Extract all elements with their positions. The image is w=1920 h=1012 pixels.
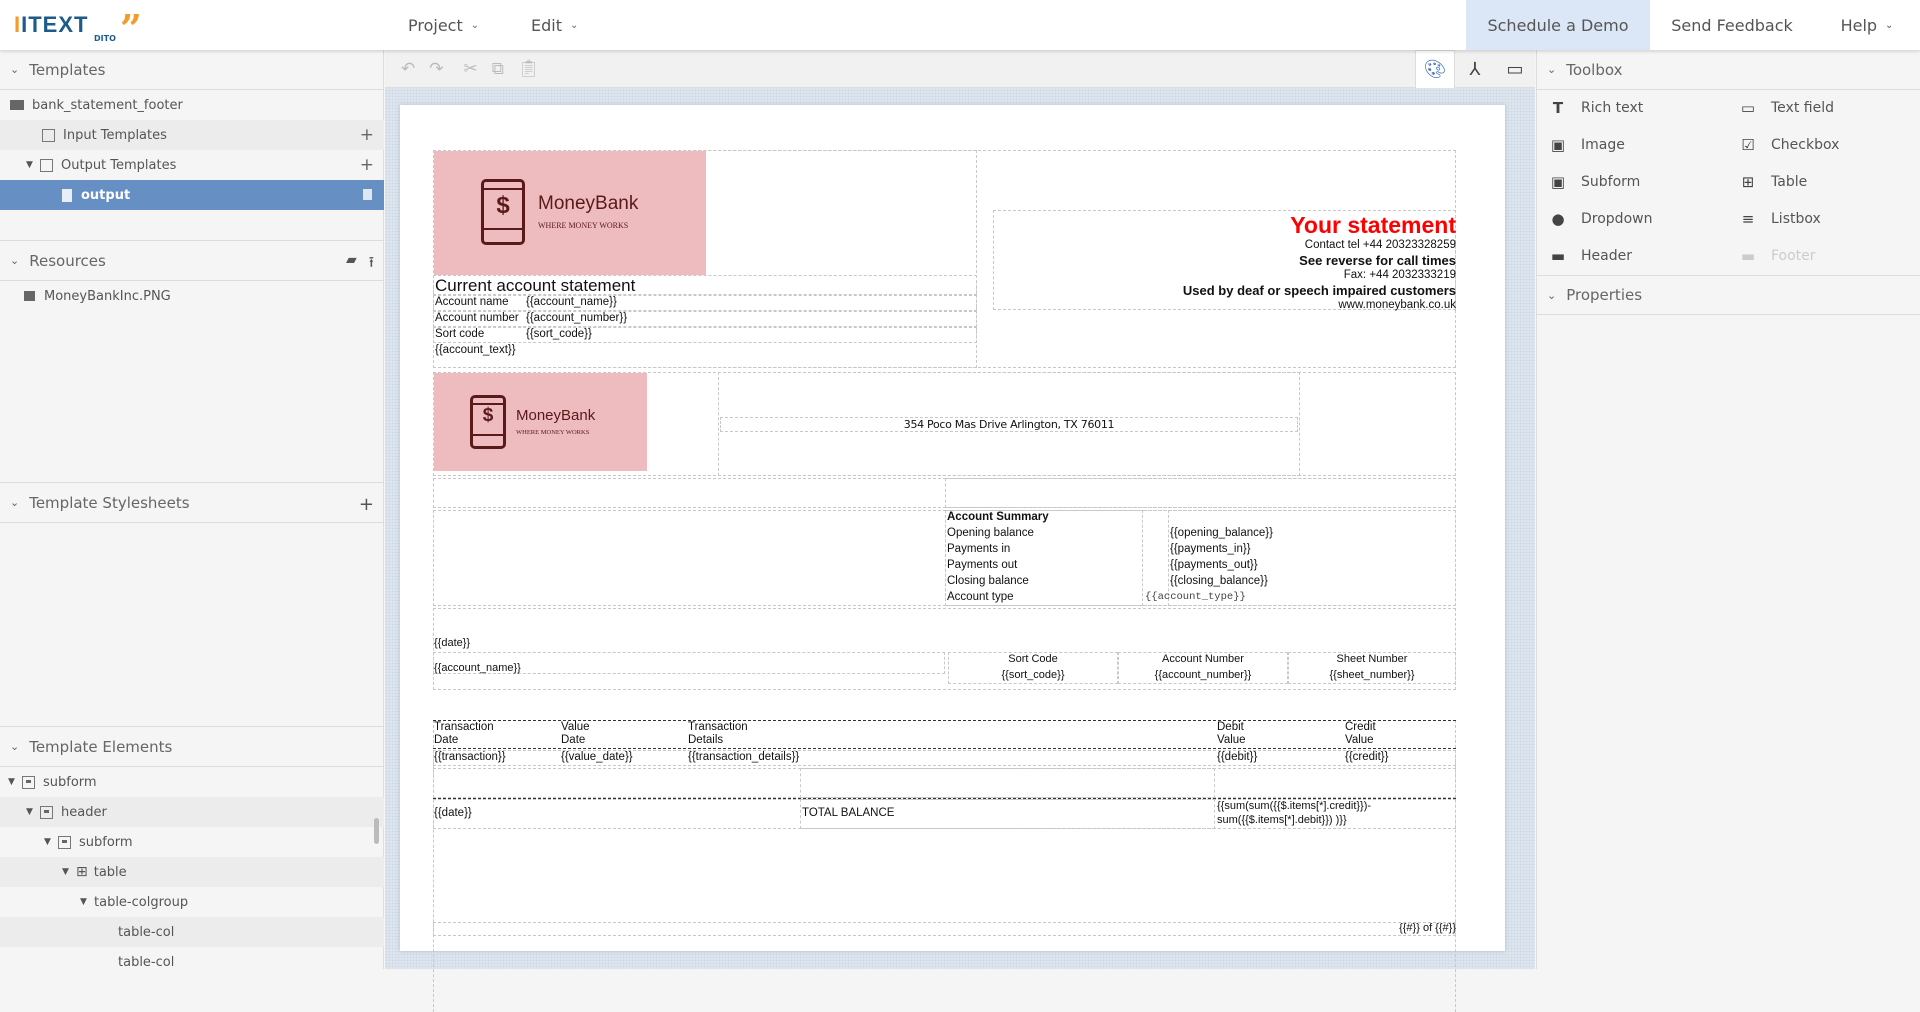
item-label: output [81, 187, 131, 203]
template-elements-section [0, 726, 384, 977]
bank-address[interactable]: 354 Poco Mas Drive Arlington, TX 76011 [903, 418, 1115, 431]
toolbox-text-field[interactable] [1737, 99, 1834, 117]
tree-node-table-col[interactable] [0, 917, 384, 947]
table-icon: ⊞ [76, 864, 88, 880]
logo-sub: DITO [94, 34, 116, 43]
header-line: Value [561, 721, 590, 733]
caret-down-icon[interactable]: ▼ [44, 837, 51, 847]
closing-balance-value[interactable]: {{closing_balance}} [1170, 575, 1268, 587]
preview-monitor-icon[interactable]: ▭ [1506, 58, 1524, 80]
resources-header[interactable] [0, 241, 384, 281]
closing-balance-label[interactable]: Closing balance [947, 575, 1029, 587]
image-icon [24, 291, 35, 301]
tool-label: Rich text [1581, 100, 1644, 116]
tree-node-header[interactable] [0, 797, 384, 827]
page-number-field[interactable]: {{#}} of {{#}} [1399, 922, 1456, 934]
item-label: Output Templates [61, 157, 177, 173]
header-line: Value [1345, 734, 1374, 746]
toolbox-footer[interactable] [1737, 247, 1816, 265]
payments-out-value[interactable]: {{payments_out}} [1170, 559, 1258, 571]
tree-node-subform[interactable] [0, 827, 384, 857]
output-template-icon [40, 159, 53, 172]
sort-code-header[interactable]: Sort Code [1008, 653, 1058, 665]
subform-icon [22, 776, 35, 789]
tree-node-table-colgroup[interactable] [0, 887, 384, 917]
text-icon: T [1552, 99, 1564, 117]
design-canvas [385, 50, 1535, 969]
website-url[interactable]: www.moneybank.co.uk [1338, 299, 1456, 311]
toolbox-header[interactable] [1547, 247, 1632, 265]
phone-dollar-icon: $ [481, 179, 525, 245]
send-feedback-button[interactable]: Send Feedback [1671, 15, 1793, 35]
section-title: Template Elements [29, 737, 173, 756]
caret-down-icon[interactable]: ▼ [80, 897, 87, 907]
sort-code-label[interactable]: Sort code [435, 328, 485, 340]
menu-label: Project [408, 15, 463, 35]
your-statement-title[interactable]: Your statement [1290, 212, 1456, 238]
footer-subform[interactable] [433, 922, 1456, 936]
templates-section [0, 50, 384, 210]
menu-label: Edit [531, 15, 562, 35]
caret-down-icon[interactable]: ▼ [26, 807, 33, 817]
template-elements-header[interactable] [0, 727, 384, 767]
tool-label: Listbox [1771, 211, 1821, 227]
section-title: Template Stylesheets [29, 493, 190, 512]
tool-label: Table [1771, 174, 1808, 190]
footer-icon: ▬ [1740, 247, 1756, 265]
phone-dollar-icon: $ [470, 395, 506, 449]
table-icon: ⊞ [1741, 173, 1755, 191]
account-number-value[interactable]: {{account_number}} [1154, 669, 1252, 681]
section-title: Properties [1566, 286, 1643, 304]
payments-out-label[interactable]: Payments out [947, 559, 1018, 571]
node-label: table-colgroup [94, 894, 189, 910]
upload-icon[interactable]: ⭱ [368, 253, 374, 271]
toolbox-table[interactable] [1737, 173, 1807, 191]
section-title: Resources [29, 251, 106, 270]
listbox-icon: ≡ [1741, 210, 1755, 228]
redo-icon[interactable]: ↷ [429, 58, 444, 79]
tree-node-table[interactable] [0, 857, 384, 887]
account-name-label[interactable]: Account name [435, 296, 509, 308]
tree-node-table-col[interactable] [0, 947, 384, 977]
sheet-number-value[interactable]: {{sheet_number}} [1329, 669, 1415, 681]
properties-header[interactable] [1537, 275, 1920, 315]
header-line: Transaction [688, 721, 748, 733]
caret-down-icon[interactable]: ▼ [62, 867, 69, 877]
new-folder-icon[interactable]: ▰ [345, 252, 357, 268]
account-type-value[interactable]: {{account_type}} [1145, 591, 1246, 603]
toolbox-rich-text[interactable] [1547, 99, 1643, 117]
templates-header[interactable] [0, 50, 384, 90]
left-panel [0, 50, 384, 969]
chevron-down-icon: ⌄ [1547, 288, 1557, 302]
undo-icon[interactable]: ↶ [401, 58, 416, 79]
toolbox-listbox[interactable] [1737, 210, 1821, 228]
header-icon: ▬ [1550, 247, 1566, 265]
subform-icon [58, 836, 71, 849]
toolbox-checkbox[interactable] [1737, 136, 1839, 154]
payments-in-value[interactable]: {{payments_in}} [1170, 543, 1251, 555]
section-title: Toolbox [1566, 60, 1623, 79]
total-formula-line1[interactable]: {{sum(sum({{$.items[*].credit}})- [1217, 800, 1372, 812]
logo-quote-icon: ” [120, 6, 142, 51]
add-stylesheet-button[interactable]: + [358, 494, 374, 515]
item-label: Input Templates [63, 127, 167, 143]
account-number-label[interactable]: Account number [435, 312, 519, 324]
header-line: Date [561, 734, 586, 746]
account-number-value[interactable]: {{account_number}} [526, 312, 628, 324]
node-label: table-col [118, 924, 175, 940]
tool-label: Checkbox [1771, 137, 1840, 153]
schedule-demo-button[interactable]: Schedule a Demo [1466, 0, 1650, 50]
tool-label: Image [1581, 137, 1625, 153]
total-balance-label[interactable]: TOTAL BALANCE [802, 807, 895, 819]
opening-balance-label[interactable]: Opening balance [947, 527, 1034, 539]
subform-icon [40, 806, 53, 819]
node-label: table [93, 864, 127, 880]
image-icon: ▣ [1550, 136, 1566, 154]
moneybank-logo-image[interactable] [434, 151, 706, 275]
node-label: subform [43, 774, 97, 790]
chevron-down-icon: ⌄ [10, 254, 20, 267]
bank-name: MoneyBank [538, 193, 639, 214]
header-line: Credit [1345, 721, 1376, 733]
paste-icon[interactable]: 📋︎ [517, 58, 540, 79]
payments-in-label[interactable]: Payments in [947, 543, 1011, 555]
account-text-field[interactable]: {{account_text}} [435, 344, 516, 356]
tool-label: Text field [1771, 100, 1834, 116]
header-line: Debit [1217, 721, 1244, 733]
statement-title[interactable]: Current account statement [435, 276, 636, 295]
header-line: Value [1217, 734, 1246, 746]
spacer-cell [800, 768, 1215, 798]
spacer-cell [945, 478, 1456, 508]
chevron-down-icon: ⌄ [569, 19, 579, 31]
add-input-template-button[interactable]: + [359, 125, 374, 145]
project-name: bank_statement_footer [32, 97, 183, 113]
sort-code-value[interactable]: {{sort_code}} [1001, 669, 1065, 681]
chevron-down-icon: ⌄ [1885, 19, 1894, 31]
contact-tel[interactable]: Contact tel +44 20323328259 [1304, 239, 1456, 251]
sheet-number-header[interactable]: Sheet Number [1336, 653, 1408, 665]
moneybank-logo-image-small[interactable] [434, 373, 647, 471]
tx-header-date[interactable] [434, 721, 494, 747]
header-line: Date [434, 734, 459, 746]
toolbox-dropdown[interactable] [1547, 210, 1652, 228]
tx-debit-value[interactable]: {{debit}} [1217, 751, 1258, 763]
subform-icon: ▣ [1550, 173, 1566, 191]
stylesheets-section [0, 482, 384, 523]
top-bar [0, 0, 1920, 50]
accessibility-note[interactable]: Used by deaf or speech impaired customers [1182, 283, 1456, 298]
summary-title[interactable]: Account Summary [947, 511, 1049, 523]
trash-icon[interactable] [363, 189, 372, 200]
project-folder[interactable] [0, 90, 384, 120]
tx-header-credit[interactable] [1345, 721, 1376, 747]
right-panel [1536, 50, 1920, 969]
resource-item[interactable] [0, 281, 384, 311]
resource-name: MoneyBankInc.PNG [44, 288, 171, 304]
header-line: Transaction [434, 721, 494, 733]
dropdown-icon: ● [1551, 210, 1565, 228]
folder-icon [10, 100, 24, 110]
table-header-rule [433, 748, 1456, 749]
cut-icon[interactable]: ✂ [463, 58, 478, 79]
fax-number[interactable]: Fax: +44 2032333219 [1343, 269, 1456, 281]
bank-tagline: WHERE MONEY WORKS [516, 429, 590, 436]
resources-section [0, 240, 384, 311]
date-field[interactable]: {{date}} [434, 637, 471, 649]
palette-icon[interactable]: 🎨︎ [1415, 50, 1455, 88]
tx-header-details[interactable] [688, 721, 748, 747]
toolbox-header[interactable] [1537, 50, 1920, 90]
tx-header-debit[interactable] [1217, 721, 1246, 747]
caret-down-icon[interactable]: ▼ [8, 777, 15, 787]
copy-icon[interactable]: ⧉ [491, 58, 504, 79]
chevron-down-icon: ⌄ [470, 19, 480, 31]
checkbox-icon: ☑ [1741, 136, 1755, 154]
node-label: table-col [118, 954, 175, 970]
tree-node-subform[interactable] [0, 767, 384, 797]
logo-text: ITEXT [21, 12, 89, 37]
menu-edit[interactable] [531, 0, 578, 50]
add-output-template-button[interactable]: + [359, 155, 374, 175]
stylesheets-header[interactable] [0, 483, 384, 523]
file-icon [62, 189, 72, 202]
chevron-down-icon: ⌄ [10, 496, 20, 509]
itext-dito-logo[interactable]: IITEXT DITO ” [14, 6, 142, 51]
help-label: Help [1840, 15, 1878, 35]
caret-down-icon[interactable]: ▼ [26, 160, 33, 170]
tree-scrollbar[interactable] [374, 818, 379, 844]
bank-tagline: WHERE MONEY WORKS [538, 221, 629, 230]
tool-label: Header [1581, 248, 1632, 264]
tx-credit-value[interactable]: {{credit}} [1345, 751, 1389, 763]
output-template-item[interactable] [0, 180, 384, 210]
account-row [433, 295, 977, 311]
help-menu[interactable] [1814, 0, 1920, 50]
input-templates-item[interactable] [0, 120, 384, 150]
chevron-down-icon: ⌄ [1547, 63, 1557, 76]
tx-value-date-value[interactable]: {{value_date}} [561, 751, 633, 763]
document-page [400, 105, 1505, 951]
toolbox-subform[interactable] [1547, 173, 1640, 191]
tx-header-value-date[interactable] [561, 721, 590, 747]
output-templates-item[interactable] [0, 150, 384, 180]
account-row [433, 327, 977, 343]
chevron-down-icon: ⌄ [10, 740, 20, 753]
account-number-header[interactable]: Account Number [1162, 653, 1244, 665]
tool-label: Dropdown [1581, 211, 1653, 227]
total-date-field[interactable]: {{date}} [434, 807, 472, 819]
canvas-toolbar [385, 50, 1535, 88]
account-name-value[interactable]: {{account_name}} [526, 296, 617, 308]
chevron-down-icon: ⌄ [10, 63, 20, 76]
input-template-icon [42, 129, 55, 142]
tx-details-value[interactable]: {{transaction_details}} [688, 751, 800, 763]
sort-code-value[interactable]: {{sort_code}} [526, 328, 592, 340]
call-times-note[interactable]: See reverse for call times [1299, 253, 1456, 268]
account-type-label[interactable]: Account type [947, 591, 1014, 603]
toolbox-image[interactable] [1547, 136, 1625, 154]
total-formula-line2[interactable]: sum({{$.items[*].debit}}) )}} [1217, 814, 1347, 826]
opening-balance-value[interactable]: {{opening_balance}} [1170, 527, 1273, 539]
section-title: Templates [29, 60, 106, 79]
menu-project[interactable] [408, 0, 479, 50]
tool-label: Footer [1771, 248, 1816, 264]
tool-label: Subform [1581, 174, 1641, 190]
node-label: subform [79, 834, 133, 850]
header-line: Details [688, 734, 724, 746]
tx-date-value[interactable]: {{transaction}} [434, 751, 506, 763]
account-name-field[interactable]: {{account_name}} [434, 662, 521, 674]
data-tree-icon[interactable]: ⅄ [1469, 58, 1481, 80]
text-field-icon: ▭ [1740, 99, 1756, 117]
bank-name: MoneyBank [516, 407, 596, 424]
node-label: header [61, 804, 107, 820]
